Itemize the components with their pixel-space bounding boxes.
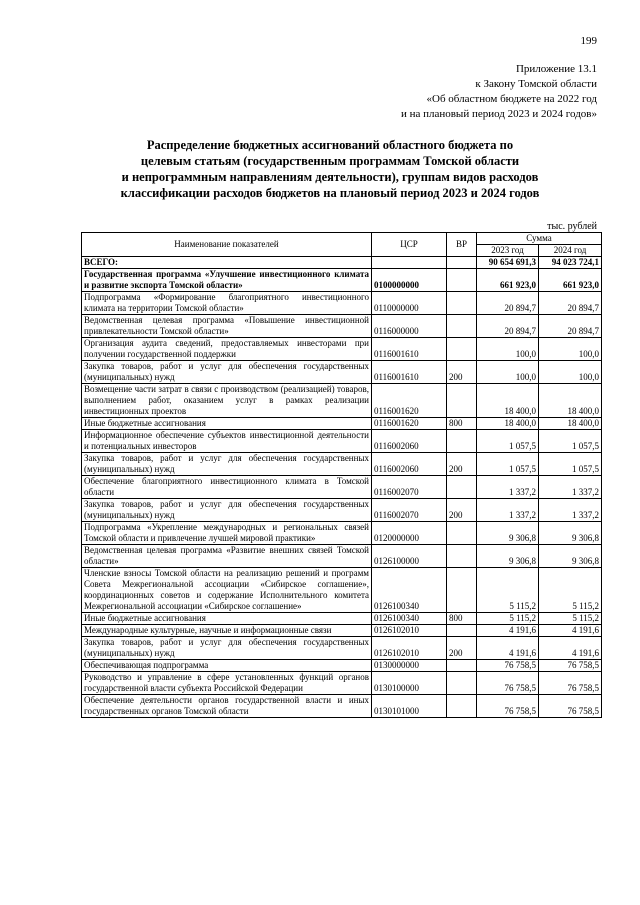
row-csr: 0126102010 bbox=[372, 625, 447, 637]
row-value-2023: 9 306,8 bbox=[477, 522, 539, 545]
row-vr bbox=[447, 625, 477, 637]
row-name: Закупка товаров, работ и услуг для обеспечения государственных (муниципальных) нужд bbox=[82, 637, 372, 660]
row-name: Обеспечивающая подпрограмма bbox=[82, 660, 372, 672]
row-csr: 0130101000 bbox=[372, 695, 447, 718]
row-csr: 0116002070 bbox=[372, 476, 447, 499]
row-value-2023: 76 758,5 bbox=[477, 695, 539, 718]
row-csr: 0116001610 bbox=[372, 361, 447, 384]
table-row bbox=[82, 257, 602, 269]
row-vr bbox=[447, 695, 477, 718]
table-row bbox=[82, 522, 602, 545]
row-name: Международные культурные, научные и информационные связи bbox=[82, 625, 372, 637]
table-row bbox=[82, 418, 602, 430]
appendix-line: Приложение 13.1 bbox=[515, 63, 597, 75]
row-value-2023: 76 758,5 bbox=[477, 660, 539, 672]
row-value-2023: 5 115,2 bbox=[477, 568, 539, 613]
row-value-2024: 20 894,7 bbox=[539, 292, 602, 315]
row-value-2023: 100,0 bbox=[477, 338, 539, 361]
row-value-2024: 94 023 724,1 bbox=[539, 257, 602, 269]
title-line: целевым статьям (государственным программам Томской области bbox=[140, 154, 520, 168]
row-vr: 200 bbox=[447, 499, 477, 522]
table-row bbox=[82, 476, 602, 499]
row-value-2024: 76 758,5 bbox=[539, 695, 602, 718]
budget-table bbox=[81, 232, 602, 718]
row-csr: 0116002060 bbox=[372, 453, 447, 476]
page-number: 199 bbox=[580, 35, 597, 47]
row-value-2024: 5 115,2 bbox=[539, 613, 602, 625]
row-value-2024: 4 191,6 bbox=[539, 637, 602, 660]
row-name: Закупка товаров, работ и услуг для обеспечения государственных (муниципальных) нужд bbox=[82, 499, 372, 522]
row-value-2024: 1 057,5 bbox=[539, 430, 602, 453]
table-row bbox=[82, 672, 602, 695]
row-value-2023: 1 337,2 bbox=[477, 476, 539, 499]
row-value-2024: 661 923,0 bbox=[539, 269, 602, 292]
row-name: Возмещение части затрат в связи с производством (реализацией) товаров, выполнением работ, оказанием услуг в рамках реализации инвестиционных проектов bbox=[82, 384, 372, 418]
row-vr bbox=[447, 384, 477, 418]
row-value-2023: 20 894,7 bbox=[477, 292, 539, 315]
row-value-2024: 100,0 bbox=[539, 361, 602, 384]
table-body bbox=[82, 257, 602, 718]
row-vr bbox=[447, 315, 477, 338]
row-vr bbox=[447, 292, 477, 315]
row-vr bbox=[447, 568, 477, 613]
row-value-2024: 20 894,7 bbox=[539, 315, 602, 338]
title-line: и непрограммным направлениям деятельности), группам видов расходов bbox=[121, 170, 539, 184]
row-vr bbox=[447, 545, 477, 568]
row-value-2024: 18 400,0 bbox=[539, 384, 602, 418]
table-row bbox=[82, 338, 602, 361]
row-vr: 200 bbox=[447, 453, 477, 476]
row-csr: 0130000000 bbox=[372, 660, 447, 672]
table-row bbox=[82, 499, 602, 522]
row-name: Иные бюджетные ассигнования bbox=[82, 418, 372, 430]
row-vr bbox=[447, 430, 477, 453]
row-vr: 200 bbox=[447, 361, 477, 384]
row-vr bbox=[447, 672, 477, 695]
row-value-2023: 9 306,8 bbox=[477, 545, 539, 568]
row-name: Информационное обеспечение субъектов инвестиционной деятельности и потенциальных инвесторов bbox=[82, 430, 372, 453]
row-csr: 0116001610 bbox=[372, 338, 447, 361]
row-vr bbox=[447, 257, 477, 269]
appendix-line: «Об областном бюджете на 2022 год bbox=[426, 93, 597, 105]
row-csr: 0116001620 bbox=[372, 384, 447, 418]
row-vr: 800 bbox=[447, 613, 477, 625]
row-name: Обеспечение благоприятного инвестиционного климата в Томской области bbox=[82, 476, 372, 499]
row-value-2023: 76 758,5 bbox=[477, 672, 539, 695]
row-value-2023: 1 337,2 bbox=[477, 499, 539, 522]
row-name: Подпрограмма «Укрепление международных и региональных связей Томской области и привлечение лучшей мировой практики» bbox=[82, 522, 372, 545]
row-value-2024: 100,0 bbox=[539, 338, 602, 361]
row-csr: 0126100340 bbox=[372, 613, 447, 625]
row-name: Ведомственная целевая программа «Повышение инвестиционной привлекательности Томской области» bbox=[82, 315, 372, 338]
row-csr: 0120000000 bbox=[372, 522, 447, 545]
row-name: Закупка товаров, работ и услуг для обеспечения государственных (муниципальных) нужд bbox=[82, 361, 372, 384]
table-row bbox=[82, 660, 602, 672]
row-csr: 0130100000 bbox=[372, 672, 447, 695]
row-csr bbox=[372, 257, 447, 269]
unit-label: тыс. рублей bbox=[547, 221, 597, 232]
row-name: Государственная программа «Улучшение инвестиционного климата и развитие экспорта Томской области» bbox=[82, 269, 372, 292]
header-sum: Сумма bbox=[477, 233, 602, 245]
row-vr bbox=[447, 522, 477, 545]
row-value-2023: 4 191,6 bbox=[477, 637, 539, 660]
row-csr: 0126100000 bbox=[372, 545, 447, 568]
title-line: Распределение бюджетных ассигнований областного бюджета по bbox=[146, 138, 514, 152]
row-vr bbox=[447, 338, 477, 361]
row-value-2024: 1 337,2 bbox=[539, 499, 602, 522]
row-value-2023: 1 057,5 bbox=[477, 430, 539, 453]
header-vr: ВР bbox=[447, 233, 477, 257]
document-title bbox=[60, 137, 600, 201]
appendix-line: и на плановый период 2023 и 2024 годов» bbox=[400, 108, 597, 120]
row-csr: 0110000000 bbox=[372, 292, 447, 315]
row-vr bbox=[447, 476, 477, 499]
row-csr: 0116002070 bbox=[372, 499, 447, 522]
row-name: Подпрограмма «Формирование благоприятного инвестиционного климата на территории Томской области» bbox=[82, 292, 372, 315]
appendix-block bbox=[401, 62, 597, 122]
row-value-2023: 18 400,0 bbox=[477, 384, 539, 418]
table-row bbox=[82, 315, 602, 338]
table-row bbox=[82, 269, 602, 292]
row-csr: 0126100340 bbox=[372, 568, 447, 613]
row-vr: 800 bbox=[447, 418, 477, 430]
header-2023: 2023 год bbox=[477, 245, 539, 257]
header-csr: ЦСР bbox=[372, 233, 447, 257]
row-value-2023: 20 894,7 bbox=[477, 315, 539, 338]
row-name: Руководство и управление в сфере установленных функций органов государственной власти субъекта Российской Федерации bbox=[82, 672, 372, 695]
row-value-2023: 18 400,0 bbox=[477, 418, 539, 430]
table-row bbox=[82, 292, 602, 315]
table-row bbox=[82, 613, 602, 625]
table-row bbox=[82, 568, 602, 613]
row-value-2024: 1 337,2 bbox=[539, 476, 602, 499]
table-row bbox=[82, 545, 602, 568]
row-name: Иные бюджетные ассигнования bbox=[82, 613, 372, 625]
row-value-2024: 9 306,8 bbox=[539, 545, 602, 568]
row-name: Организация аудита сведений, предоставляемых инвесторами при получении государственной поддержки bbox=[82, 338, 372, 361]
row-value-2024: 76 758,5 bbox=[539, 660, 602, 672]
row-value-2023: 4 191,6 bbox=[477, 625, 539, 637]
row-name: Обеспечение деятельности органов государственной власти и иных государственных органов Томской области bbox=[82, 695, 372, 718]
table-row bbox=[82, 453, 602, 476]
row-csr: 0116000000 bbox=[372, 315, 447, 338]
row-vr: 200 bbox=[447, 637, 477, 660]
row-csr: 0116001620 bbox=[372, 418, 447, 430]
row-value-2023: 661 923,0 bbox=[477, 269, 539, 292]
row-name: Закупка товаров, работ и услуг для обеспечения государственных (муниципальных) нужд bbox=[82, 453, 372, 476]
row-value-2023: 1 057,5 bbox=[477, 453, 539, 476]
row-value-2024: 5 115,2 bbox=[539, 568, 602, 613]
table-row bbox=[82, 430, 602, 453]
row-value-2024: 1 057,5 bbox=[539, 453, 602, 476]
row-csr: 0100000000 bbox=[372, 269, 447, 292]
row-value-2024: 76 758,5 bbox=[539, 672, 602, 695]
row-value-2023: 100,0 bbox=[477, 361, 539, 384]
row-value-2023: 90 654 691,3 bbox=[477, 257, 539, 269]
row-value-2024: 4 191,6 bbox=[539, 625, 602, 637]
row-csr: 0126102010 bbox=[372, 637, 447, 660]
row-name: Членские взносы Томской области на реализацию решений и программ Совета Межрегиональной ассоциации «Сибирское соглашение», координационных советов и содержание Исполнительного комитета Межрегиональной ассоциации «Сибирское соглашение» bbox=[82, 568, 372, 613]
table-row bbox=[82, 637, 602, 660]
header-name: Наименование показателей bbox=[82, 233, 372, 257]
row-value-2023: 5 115,2 bbox=[477, 613, 539, 625]
table-row bbox=[82, 625, 602, 637]
row-name: ВСЕГО: bbox=[82, 257, 372, 269]
row-vr bbox=[447, 269, 477, 292]
appendix-line: к Закону Томской области bbox=[475, 78, 597, 90]
table-row bbox=[82, 695, 602, 718]
row-name: Ведомственная целевая программа «Развитие внешних связей Томской области» bbox=[82, 545, 372, 568]
table-row bbox=[82, 384, 602, 418]
row-value-2024: 18 400,0 bbox=[539, 418, 602, 430]
title-line: классификации расходов бюджетов на плановый период 2023 и 2024 годов bbox=[120, 186, 540, 200]
row-value-2024: 9 306,8 bbox=[539, 522, 602, 545]
table-row bbox=[82, 361, 602, 384]
header-2024: 2024 год bbox=[539, 245, 602, 257]
row-vr bbox=[447, 660, 477, 672]
row-csr: 0116002060 bbox=[372, 430, 447, 453]
